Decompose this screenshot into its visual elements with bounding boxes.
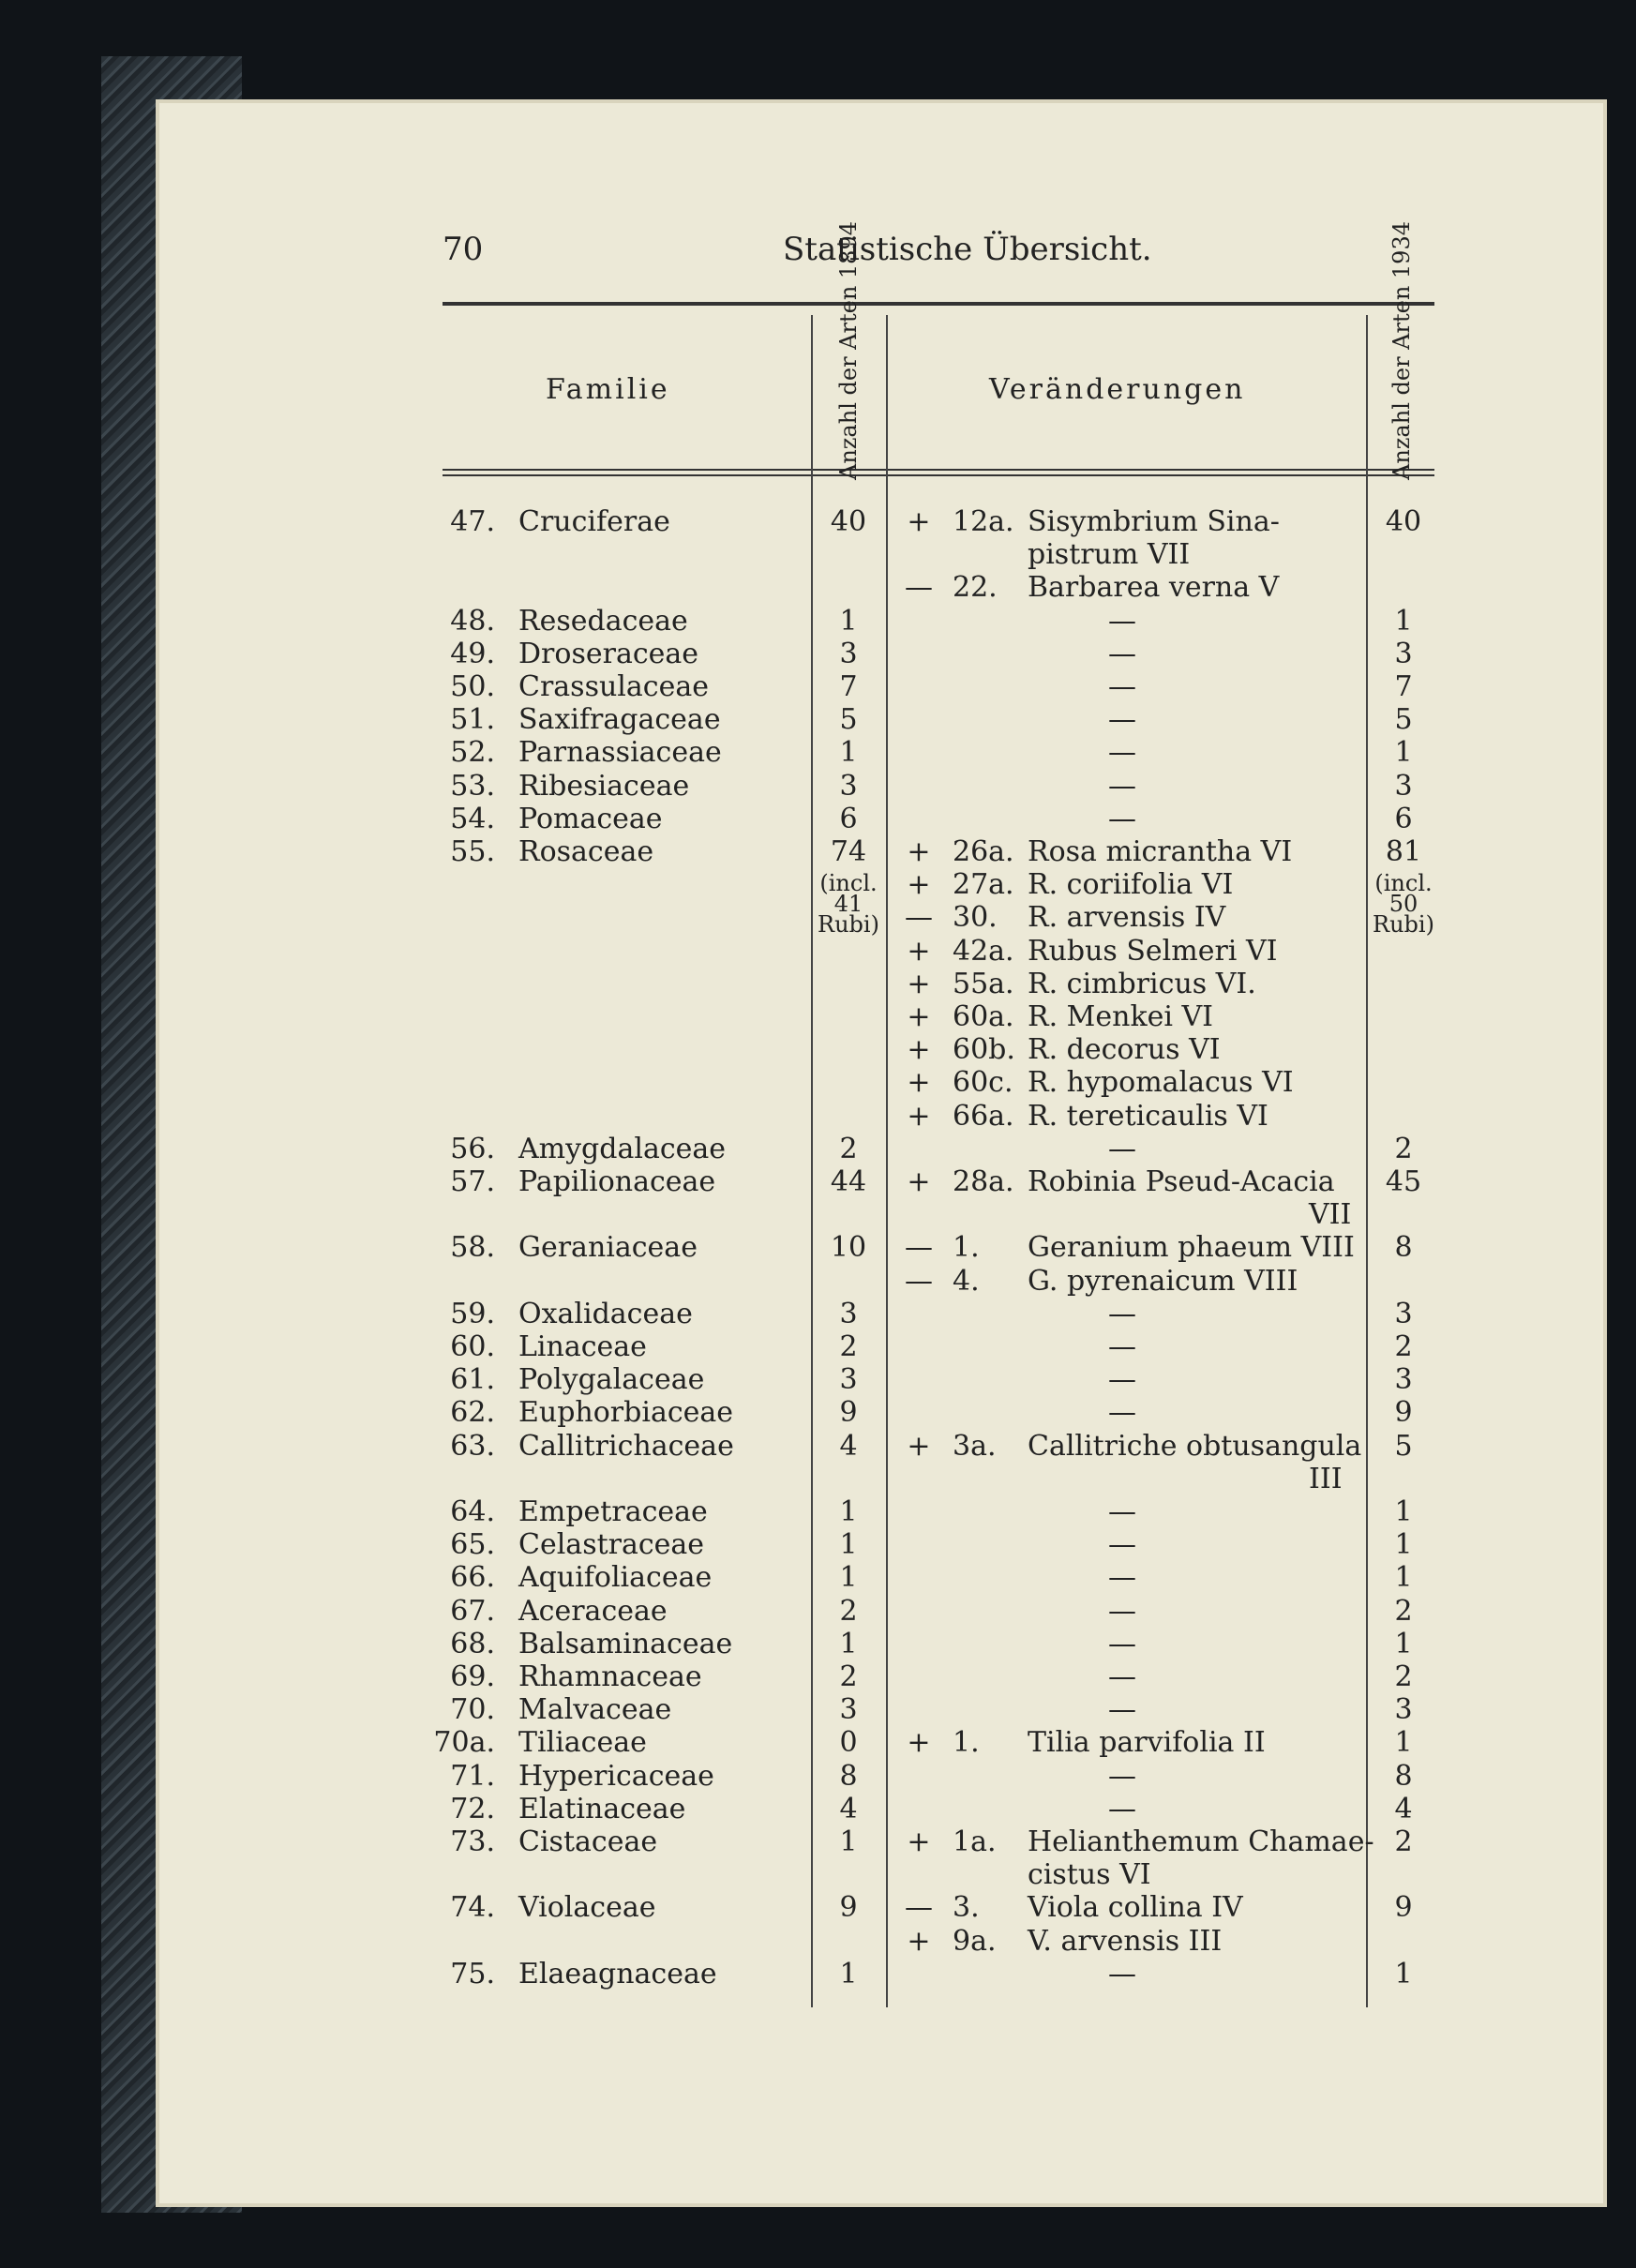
count-1934: 1 [1394,1627,1413,1660]
count-1934: 7 [1394,670,1413,703]
family-name: Violaceae [518,1891,656,1925]
row-number: 67. [450,1594,495,1628]
change-text-continued: III [1309,1462,1343,1495]
count-1934: 3 [1394,769,1413,803]
change-sign: + [907,1165,931,1198]
change-text: R. decorus VI [1028,1033,1221,1067]
count-1894: 2 [839,1132,858,1165]
count-1894: 1 [839,1495,858,1528]
family-name: Polygalaceae [518,1363,705,1397]
family-name: Euphorbiaceae [518,1396,734,1430]
count-1894: 74 [830,835,867,868]
change-number: 12a. [953,505,1014,538]
family-name: Tiliaceae [518,1726,647,1760]
count-1934: 3 [1394,1693,1413,1727]
change-text: Rosa micrantha VI [1028,835,1293,868]
family-name: Cruciferae [518,505,670,538]
header-veraenderungen: Veränderungen [989,373,1246,406]
count-1934: 1 [1394,604,1413,638]
count-1934: 2 [1394,1132,1413,1165]
family-name: Callitrichaceae [518,1429,734,1463]
change-none: — [1108,670,1136,703]
change-sign: — [905,1231,933,1265]
count-1934: 6 [1394,802,1413,835]
count-1934: 1 [1394,1726,1413,1760]
row-number: 48. [450,604,495,638]
change-number: 30. [953,901,998,935]
row-number: 50. [450,670,495,703]
change-text-continued: VII [1309,1198,1352,1232]
row-number: 47. [450,505,495,538]
table-top-rule [443,302,1434,306]
row-number: 62. [450,1396,495,1430]
count-1894: 1 [839,736,858,770]
change-text-continued: pistrum VII [1028,538,1191,572]
change-number: 1. [953,1231,980,1265]
row-number: 54. [450,802,495,835]
change-text: R. coriifolia VI [1028,868,1234,902]
row-number: 72. [450,1792,495,1825]
row-number: 71. [450,1759,495,1793]
count-1934: 40 [1385,505,1422,538]
change-none: — [1108,769,1136,803]
change-text: Robinia Pseud-Acacia [1028,1165,1335,1198]
change-text: R. Menkei VI [1028,1000,1214,1033]
row-number: 49. [450,637,495,670]
change-none: — [1108,1495,1136,1528]
change-number: 42a. [953,934,1014,968]
change-number: 3. [953,1891,980,1925]
change-text: Viola collina IV [1028,1891,1243,1925]
count-1934: 3 [1394,1297,1413,1330]
row-number: 64. [450,1495,495,1528]
family-name: Balsaminaceae [518,1627,733,1660]
count-1934: 1 [1394,1495,1413,1528]
page-title: Statistische Übersicht. [783,231,1152,268]
row-number: 51. [450,703,495,737]
change-none: — [1108,802,1136,835]
count-1934: 3 [1394,1363,1413,1397]
row-number: 56. [450,1132,495,1165]
row-number: 52. [450,736,495,770]
change-sign: — [905,1264,933,1298]
count-1894: 1 [839,1825,858,1858]
count-1934: 1 [1394,736,1413,770]
row-number: 53. [450,769,495,803]
table-header-rule-2 [443,474,1434,476]
family-name: Parnassiaceae [518,736,722,770]
change-none: — [1108,736,1136,770]
change-none: — [1108,1396,1136,1430]
count-1894: 2 [839,1594,858,1628]
count-1894: 1 [839,1957,858,1990]
change-number: 9a. [953,1924,997,1958]
change-none: — [1108,604,1136,638]
change-sign: + [907,1066,931,1100]
family-name: Elaeagnaceae [518,1957,717,1990]
count-1934-note: Rubi) [1373,911,1434,938]
family-name: Rhamnaceae [518,1660,702,1693]
family-name: Aquifoliaceae [518,1561,713,1595]
family-name: Saxifragaceae [518,703,721,737]
table-header-rule [443,469,1434,471]
count-1894: 2 [839,1330,858,1363]
change-none: — [1108,1132,1136,1165]
family-name: Hypericaceae [518,1759,714,1793]
change-text: Helianthemum Chamae- [1028,1825,1374,1858]
count-1894: 1 [839,1561,858,1595]
count-1934-note: 50 [1388,891,1418,917]
change-sign: + [907,934,931,968]
count-1934: 2 [1394,1825,1413,1858]
count-1894: 9 [839,1891,858,1925]
change-none: — [1108,1528,1136,1562]
change-number: 1. [953,1726,980,1760]
count-1934: 2 [1394,1330,1413,1363]
count-1894: 7 [839,670,858,703]
count-1934: 1 [1394,1528,1413,1562]
family-name: Droseraceae [518,637,699,670]
count-1894: 3 [839,637,858,670]
count-1894-note: 41 [833,891,863,917]
header-count-1894: Anzahl der Arten 1894 [835,221,862,480]
change-sign: + [907,1924,931,1958]
row-number: 55. [450,835,495,868]
count-1894: 1 [839,1528,858,1562]
count-1894: 4 [839,1792,858,1825]
change-number: 3a. [953,1429,997,1463]
count-1934-note: (incl. [1374,870,1433,896]
change-text: R. cimbricus VI. [1028,967,1256,1000]
count-1934: 45 [1385,1165,1422,1198]
family-name: Oxalidaceae [518,1297,693,1330]
change-sign: — [905,1891,933,1925]
change-number: 4. [953,1264,980,1298]
change-number: 26a. [953,835,1014,868]
family-name: Malvaceae [518,1693,672,1727]
count-1894: 3 [839,1693,858,1727]
count-1894-note: Rubi) [818,911,879,938]
change-sign: + [907,1033,931,1067]
change-text: Sisymbrium Sina- [1028,505,1280,538]
change-none: — [1108,1297,1136,1330]
change-sign: + [907,1000,931,1033]
change-text-continued: cistus VI [1028,1858,1151,1892]
row-number: 68. [450,1627,495,1660]
row-number: 65. [450,1528,495,1562]
change-number: 27a. [953,868,1014,902]
change-none: — [1108,637,1136,670]
count-1894: 6 [839,802,858,835]
change-text: G. pyrenaicum VIII [1028,1264,1298,1298]
count-1894: 40 [830,505,867,538]
count-1934: 5 [1394,703,1413,737]
header-familie: Familie [546,373,670,406]
change-none: — [1108,1561,1136,1595]
count-1934: 1 [1394,1561,1413,1595]
change-sign: + [907,868,931,902]
row-number: 57. [450,1165,495,1198]
change-sign: + [907,505,931,538]
count-1894-note: (incl. [819,870,878,896]
row-number: 59. [450,1297,495,1330]
change-number: 66a. [953,1099,1014,1133]
change-none: — [1108,1693,1136,1727]
change-sign: + [907,967,931,1000]
header-count-1934: Anzahl der Arten 1934 [1388,221,1415,480]
change-none: — [1108,703,1136,737]
family-name: Aceraceae [518,1594,668,1628]
count-1934: 9 [1394,1396,1413,1430]
change-number: 28a. [953,1165,1014,1198]
page-number: 70 [443,231,484,268]
change-text: V. arvensis III [1028,1924,1223,1958]
change-sign: + [907,1825,931,1858]
count-1934: 2 [1394,1594,1413,1628]
count-1934: 5 [1394,1429,1413,1463]
count-1934: 4 [1394,1792,1413,1825]
change-text: Callitriche obtusangula [1028,1429,1362,1463]
change-none: — [1108,1594,1136,1628]
change-none: — [1108,1957,1136,1990]
change-text: R. hypomalacus VI [1028,1066,1294,1100]
change-none: — [1108,1330,1136,1363]
row-number: 75. [450,1957,495,1990]
count-1934: 8 [1394,1759,1413,1793]
row-number: 70a. [433,1726,495,1760]
change-text: R. arvensis IV [1028,901,1226,935]
row-number: 61. [450,1363,495,1397]
row-number: 63. [450,1429,495,1463]
change-none: — [1108,1792,1136,1825]
change-text: Geranium phaeum VIII [1028,1231,1355,1265]
change-none: — [1108,1363,1136,1397]
count-1894: 3 [839,769,858,803]
family-name: Cistaceae [518,1825,658,1858]
change-number: 60a. [953,1000,1014,1033]
change-text: Barbarea verna V [1028,571,1280,605]
family-name: Linaceae [518,1330,647,1363]
change-sign: — [905,901,933,935]
change-sign: + [907,835,931,868]
count-1894: 3 [839,1297,858,1330]
family-name: Pomaceae [518,802,663,835]
change-text: Tilia parvifolia II [1028,1726,1266,1760]
count-1894: 5 [839,703,858,737]
count-1934: 81 [1385,835,1422,868]
change-sign: + [907,1099,931,1133]
count-1894: 0 [839,1726,858,1760]
family-name: Empetraceae [518,1495,708,1528]
family-name: Crassulaceae [518,670,709,703]
change-none: — [1108,1660,1136,1693]
family-name: Celastraceae [518,1528,705,1562]
count-1894: 4 [839,1429,858,1463]
count-1894: 44 [830,1165,867,1198]
row-number: 74. [450,1891,495,1925]
count-1934: 9 [1394,1891,1413,1925]
row-number: 66. [450,1561,495,1595]
row-number: 69. [450,1660,495,1693]
count-1894: 8 [839,1759,858,1793]
change-number: 60b. [953,1033,1015,1067]
change-sign: + [907,1429,931,1463]
family-name: Papilionaceae [518,1165,716,1198]
change-sign: + [907,1726,931,1760]
row-number: 73. [450,1825,495,1858]
family-name: Geraniaceae [518,1231,698,1265]
count-1894: 1 [839,604,858,638]
family-name: Resedaceae [518,604,688,638]
count-1934: 3 [1394,637,1413,670]
change-number: 55a. [953,967,1014,1000]
family-name: Ribesiaceae [518,769,690,803]
family-name: Rosaceae [518,835,654,868]
change-number: 1a. [953,1825,997,1858]
change-none: — [1108,1627,1136,1660]
count-1894: 1 [839,1627,858,1660]
change-text: Rubus Selmeri VI [1028,934,1278,968]
row-number: 70. [450,1693,495,1727]
family-name: Amygdalaceae [518,1132,727,1165]
count-1934: 2 [1394,1660,1413,1693]
count-1894: 3 [839,1363,858,1397]
change-number: 60c. [953,1066,1013,1100]
count-1934: 1 [1394,1957,1413,1990]
count-1894: 9 [839,1396,858,1430]
count-1894: 10 [830,1231,867,1265]
change-text: R. tereticaulis VI [1028,1099,1268,1133]
change-number: 22. [953,571,998,605]
count-1934: 8 [1394,1231,1413,1265]
row-number: 58. [450,1231,495,1265]
row-number: 60. [450,1330,495,1363]
change-sign: — [905,571,933,605]
change-none: — [1108,1759,1136,1793]
family-name: Elatinaceae [518,1792,686,1825]
count-1894: 2 [839,1660,858,1693]
